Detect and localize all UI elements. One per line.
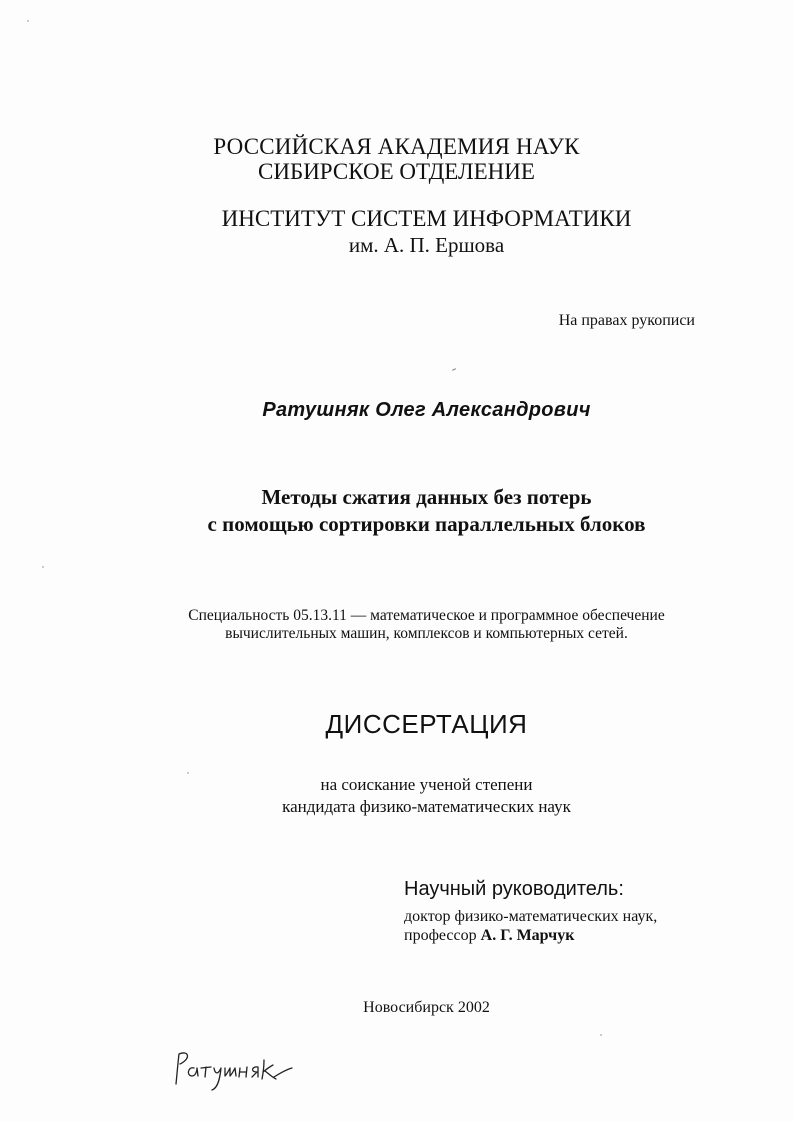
advisor-heading: Научный руководитель: bbox=[404, 878, 624, 900]
manuscript-rights-note: На правах рукописи bbox=[558, 312, 695, 329]
degree-line-2: кандидата физико-математических наук bbox=[282, 797, 571, 816]
scan-speck bbox=[452, 368, 456, 371]
advisor-title-name bbox=[404, 927, 574, 945]
academy-name: РОССИЙСКАЯ АКАДЕМИЯ НАУК bbox=[213, 134, 580, 159]
branch-name: СИБИРСКОЕ ОТДЕЛЕНИЕ bbox=[258, 159, 535, 184]
specialty-line-1: Специальность 05.13.11 — математическое и программное обеспечение bbox=[188, 607, 665, 624]
advisor-degree: доктор физико-математических наук, bbox=[404, 908, 658, 925]
specialty-line-2: вычислительных машин, комплексов и компьютерных сетей. bbox=[225, 625, 628, 642]
degree-line-1: на соискание ученой степени bbox=[320, 775, 533, 794]
institute-named-after: им. А. П. Ершова bbox=[348, 233, 505, 257]
scan-dot bbox=[27, 20, 29, 22]
thesis-title-line-1: Методы сжатия данных без потерь bbox=[261, 485, 592, 509]
thesis-title-line-2: с помощью сортировки параллельных блоков bbox=[207, 512, 646, 536]
institute-name: ИНСТИТУТ СИСТЕМ ИНФОРМАТИКИ bbox=[221, 206, 632, 231]
scan-dot bbox=[187, 772, 189, 774]
handwritten-signature bbox=[170, 1046, 300, 1092]
scan-dot bbox=[600, 1034, 602, 1036]
advisor-name: А. Г. Марчук bbox=[480, 927, 575, 944]
scan-dot bbox=[42, 566, 44, 568]
advisor-rank: профессор bbox=[404, 927, 481, 944]
signature-text: Ратушняк bbox=[170, 1046, 175, 1047]
author-name: Ратушняк Олег Александрович bbox=[262, 399, 591, 421]
document-type-heading: ДИССЕРТАЦИЯ bbox=[325, 709, 528, 739]
city-and-year: Новосибирск 2002 bbox=[363, 999, 490, 1016]
